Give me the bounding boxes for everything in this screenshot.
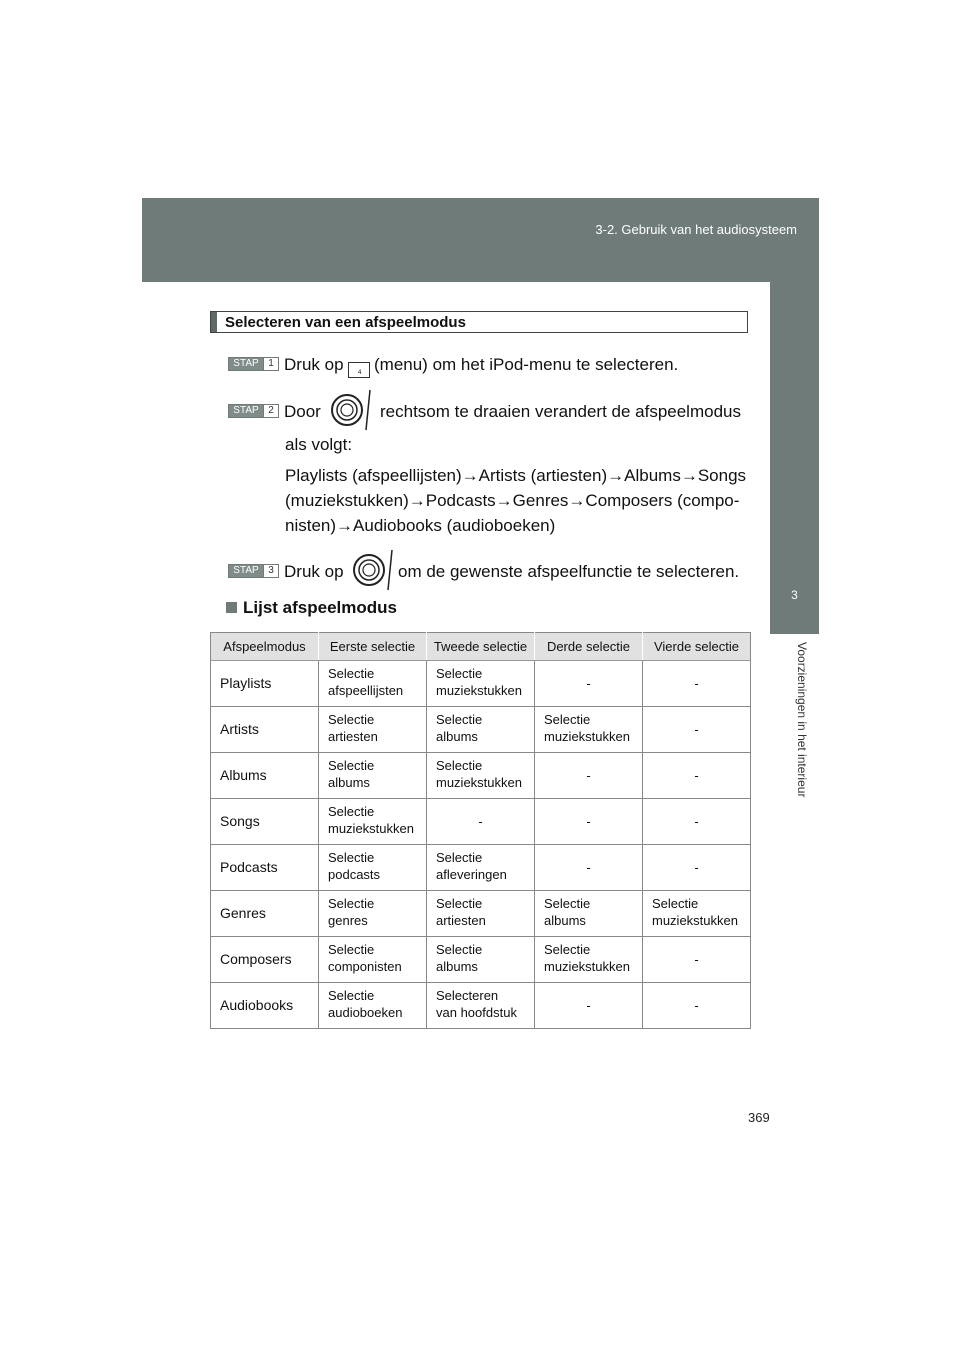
step-badge: STAP 3 <box>228 564 279 578</box>
selection-cell: Selectie podcasts <box>319 845 427 891</box>
table-row <box>211 799 751 845</box>
selection-cell: - <box>535 983 643 1029</box>
selection-cell: Selectie muziekstukken <box>535 937 643 983</box>
step-1 <box>228 355 748 377</box>
step-2-continuation: als volgt: <box>285 435 353 454</box>
table-row <box>211 707 751 753</box>
menu-button-icon: 4 <box>348 362 370 378</box>
column-header: Vierde selectie <box>643 633 751 661</box>
column-header: Tweede selectie <box>427 633 535 661</box>
sequence-line: (muziekstukken)→Podcasts→Genres→Composers (compo- <box>285 491 740 510</box>
selection-cell: - <box>535 753 643 799</box>
table-row <box>211 753 751 799</box>
square-bullet-icon <box>226 602 237 613</box>
selection-cell: Selectie artiesten <box>319 707 427 753</box>
selection-cell: Selectie albums <box>535 891 643 937</box>
mode-cell: Songs <box>211 799 319 845</box>
chapter-label: Voorzieningen in het interieur <box>795 642 809 798</box>
selection-cell: - <box>535 845 643 891</box>
selection-cell: Selectie artiesten <box>427 891 535 937</box>
step-2 <box>228 402 748 424</box>
selection-cell: Selectie albums <box>427 937 535 983</box>
heading-text: Selecteren van een afspeelmodus <box>225 314 466 331</box>
selection-cell: Selectie afleveringen <box>427 845 535 891</box>
selection-cell: Selectie audioboeken <box>319 983 427 1029</box>
step-3 <box>228 562 748 584</box>
selection-cell: Selectie afspeellijsten <box>319 661 427 707</box>
selection-cell: Selectie muziekstukken <box>643 891 751 937</box>
table-row <box>211 891 751 937</box>
header-band <box>142 198 819 282</box>
selection-cell: Selectie albums <box>319 753 427 799</box>
chapter-number: 3 <box>791 588 798 602</box>
heading-bar <box>211 312 217 332</box>
step-text: rechtsom te draaien verandert de afspeelmodus <box>380 402 741 421</box>
selection-cell: - <box>643 799 751 845</box>
tune-knob-icon <box>352 548 396 592</box>
step-badge: STAP 2 <box>228 404 279 418</box>
side-band <box>770 282 819 564</box>
mode-cell: Podcasts <box>211 845 319 891</box>
selection-cell: - <box>643 845 751 891</box>
selection-cell: - <box>643 661 751 707</box>
selection-cell: - <box>427 799 535 845</box>
step-text: om de gewenste afspeelfunctie te selecteren. <box>398 562 740 581</box>
selection-cell: Selecteren van hoofdstuk <box>427 983 535 1029</box>
mode-cell: Genres <box>211 891 319 937</box>
step-text: Door <box>284 402 321 421</box>
step-text: Druk op <box>284 562 344 581</box>
mode-cell: Audiobooks <box>211 983 319 1029</box>
selection-cell: - <box>643 707 751 753</box>
step-text: Druk op <box>284 355 344 374</box>
mode-cell: Albums <box>211 753 319 799</box>
selection-cell: Selectie componisten <box>319 937 427 983</box>
step-badge: STAP 1 <box>228 357 279 371</box>
play-mode-table <box>210 632 751 1029</box>
selection-cell: Selectie muziekstukken <box>319 799 427 845</box>
column-header: Afspeelmodus <box>211 633 319 661</box>
selection-cell: Selectie muziekstukken <box>535 707 643 753</box>
selection-cell: Selectie albums <box>427 707 535 753</box>
table-row <box>211 983 751 1029</box>
section-title: 3-2. Gebruik van het audiosysteem <box>595 222 797 237</box>
selection-cell: Selectie muziekstukken <box>427 661 535 707</box>
sequence-line: nisten)→Audiobooks (audioboeken) <box>285 516 556 535</box>
step-text: (menu) om het iPod-menu te selecteren. <box>374 355 679 374</box>
sequence-line: Playlists (afspeellijsten)→Artists (artiesten)→Albums→Songs <box>285 466 747 485</box>
list-title: Lijst afspeelmodus <box>226 598 397 618</box>
column-header: Eerste selectie <box>319 633 427 661</box>
tune-knob-icon <box>330 388 374 432</box>
selection-cell: Selectie genres <box>319 891 427 937</box>
selection-cell: - <box>535 661 643 707</box>
selection-cell: - <box>643 937 751 983</box>
chapter-tab <box>770 564 819 634</box>
mode-cell: Artists <box>211 707 319 753</box>
table-row <box>211 845 751 891</box>
page-number: 369 <box>748 1110 770 1125</box>
table-header-row <box>211 633 751 661</box>
selection-cell: - <box>643 983 751 1029</box>
table-row <box>211 661 751 707</box>
mode-cell: Composers <box>211 937 319 983</box>
section-heading <box>210 311 748 333</box>
selection-cell: Selectie muziekstukken <box>427 753 535 799</box>
table-row <box>211 937 751 983</box>
mode-cell: Playlists <box>211 661 319 707</box>
selection-cell: - <box>643 753 751 799</box>
selection-cell: - <box>535 799 643 845</box>
column-header: Derde selectie <box>535 633 643 661</box>
